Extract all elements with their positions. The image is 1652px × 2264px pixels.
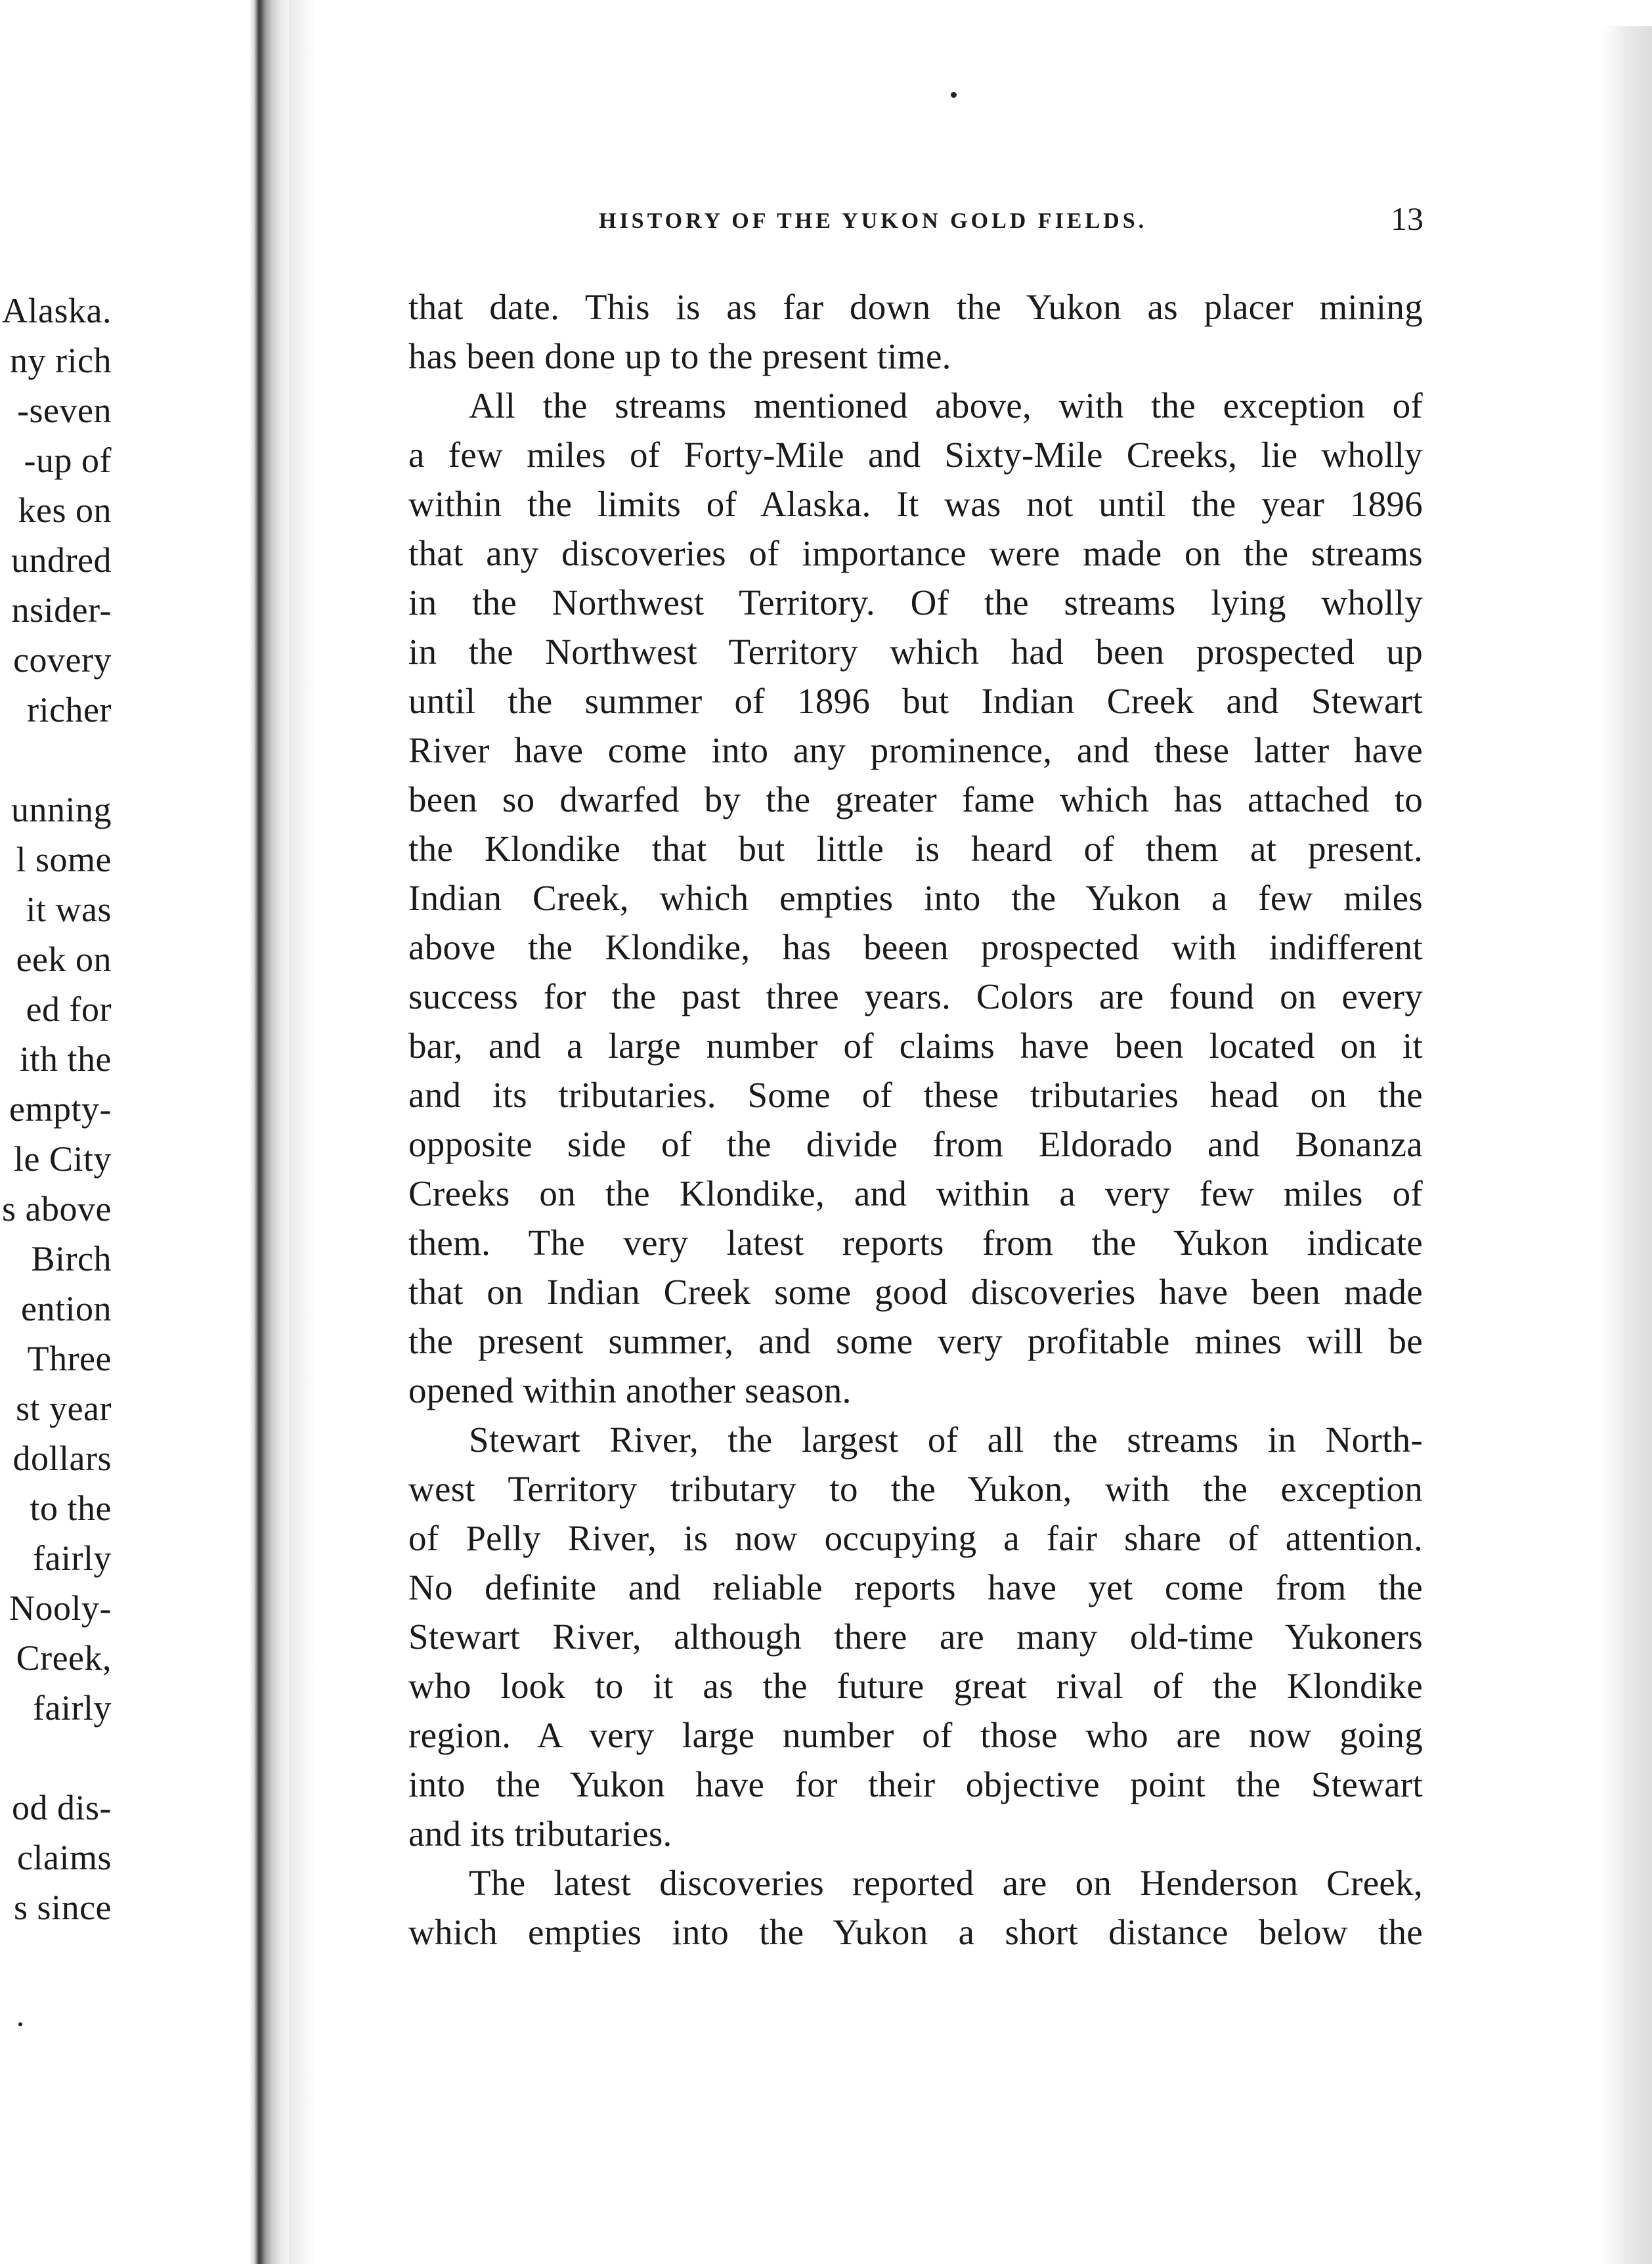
text-line: Indian Creek, which empties into the Yukon a few miles xyxy=(408,878,1423,918)
text-line: within the limits of Alaska. It was not until the year 1896 xyxy=(408,484,1423,524)
text-line: them. The very latest reports from the Yukon indicate xyxy=(408,1223,1423,1263)
text-line: and its tributaries. Some of these tributaries head on the xyxy=(408,1075,1423,1115)
text-line: in the Northwest Territory which had been prospected up xyxy=(408,632,1423,672)
facing-page-line: to the xyxy=(30,1489,112,1528)
text-line: Stewart River, although there are many old-time Yukoners xyxy=(408,1617,1423,1657)
text-line: success for the past three years. Colors are found on every xyxy=(408,976,1423,1016)
text-line: the present summer, and some very profitable mines will be xyxy=(408,1321,1423,1361)
facing-page-line: kes on xyxy=(18,490,112,530)
facing-page-line: s above xyxy=(2,1189,112,1229)
facing-page-line: richer xyxy=(27,690,112,729)
facing-page-line: claims xyxy=(17,1838,112,1877)
facing-page-line: Three xyxy=(27,1339,112,1378)
facing-page-fragment xyxy=(0,0,257,2264)
text-line: All the streams mentioned above, with the exception of xyxy=(469,385,1423,425)
facing-page-line: unning xyxy=(11,790,112,829)
facing-page-line: fairly xyxy=(33,1688,112,1728)
facing-page-line: undred xyxy=(11,540,112,580)
page-number: 13 xyxy=(1391,200,1424,237)
text-line: the Klondike that but little is heard of them at present. xyxy=(408,829,1423,869)
facing-page-line: Creek, xyxy=(16,1638,112,1678)
facing-page-line: -seven xyxy=(17,391,112,430)
text-line: west Territory tributary to the Yukon, with the exception xyxy=(408,1469,1423,1509)
scan-speck xyxy=(18,2022,22,2026)
facing-page-line: -up of xyxy=(24,441,112,480)
text-line: opposite side of the divide from Eldorado and Bonanza xyxy=(408,1124,1423,1164)
facing-page-line: covery xyxy=(13,640,112,680)
facing-page-line: ed for xyxy=(26,990,112,1029)
text-line: No definite and reliable reports have yet come from the xyxy=(408,1567,1423,1607)
facing-page-line: eek on xyxy=(16,940,112,979)
text-line: of Pelly River, is now occupying a fair share of attention. xyxy=(408,1518,1423,1558)
text-line: until the summer of 1896 but Indian Creek and Stewart xyxy=(408,681,1423,721)
text-line: region. A very large number of those who are now going xyxy=(408,1715,1423,1755)
text-line: who look to it as the future great rival of the Klondike xyxy=(408,1666,1423,1706)
text-line: been so dwarfed by the greater fame which has attached to xyxy=(408,779,1423,819)
facing-page-line: le City xyxy=(14,1139,112,1179)
text-line: above the Klondike, has beeen prospected with indifferent xyxy=(408,927,1423,967)
facing-page-line: fairly xyxy=(33,1538,112,1578)
facing-page-line: nsider- xyxy=(11,590,112,630)
text-line: into the Yukon have for their objective point the Stewart xyxy=(408,1764,1423,1804)
text-line: that date. This is as far down the Yukon as placer mining xyxy=(408,287,1423,327)
facing-page-line: Nooly- xyxy=(9,1588,112,1628)
text-line: that on Indian Creek some good discoveries have been made xyxy=(408,1272,1423,1312)
text-line: which empties into the Yukon a short distance below the xyxy=(408,1912,1423,1952)
gutter-shadow xyxy=(289,0,315,2264)
scan-speck xyxy=(951,92,957,98)
page-body-text xyxy=(408,282,1423,1957)
text-line: a few miles of Forty-Mile and Sixty-Mile Creeks, lie wholly xyxy=(408,435,1423,475)
facing-page-line: Birch xyxy=(31,1239,112,1278)
text-line: opened within another season. xyxy=(408,1370,852,1410)
facing-page-line: Alaska. xyxy=(2,291,112,330)
text-line: Creeks on the Klondike, and within a very few miles of xyxy=(408,1173,1423,1213)
facing-page-line: st year xyxy=(16,1389,112,1428)
facing-page-line: ention xyxy=(21,1289,112,1328)
book-gutter xyxy=(250,0,289,2264)
facing-page-line: od dis- xyxy=(12,1788,112,1827)
text-line: River have come into any prominence, and these latter have xyxy=(408,730,1423,770)
facing-page-line: ith the xyxy=(20,1039,112,1079)
text-line: has been done up to the present time. xyxy=(408,336,951,376)
page-edge xyxy=(1602,26,1652,2264)
facing-page-line: dollars xyxy=(12,1439,112,1478)
running-header: HISTORY OF THE YUKON GOLD FIELDS. xyxy=(599,209,1148,233)
facing-page-line: empty- xyxy=(9,1089,112,1129)
text-line: in the Northwest Territory. Of the streams lying wholly xyxy=(408,582,1423,622)
text-line: Stewart River, the largest of all the streams in North- xyxy=(469,1420,1423,1460)
text-line: and its tributaries. xyxy=(408,1814,672,1854)
facing-page-line: ny rich xyxy=(10,341,112,380)
facing-page-line: l some xyxy=(16,840,112,879)
text-line: The latest discoveries reported are on Henderson Creek, xyxy=(469,1863,1423,1903)
text-line: bar, and a large number of claims have been located on it xyxy=(408,1026,1423,1066)
facing-page-line: it was xyxy=(26,890,112,929)
facing-page-line: s since xyxy=(14,1888,112,1927)
text-line: that any discoveries of importance were made on the streams xyxy=(408,533,1423,573)
